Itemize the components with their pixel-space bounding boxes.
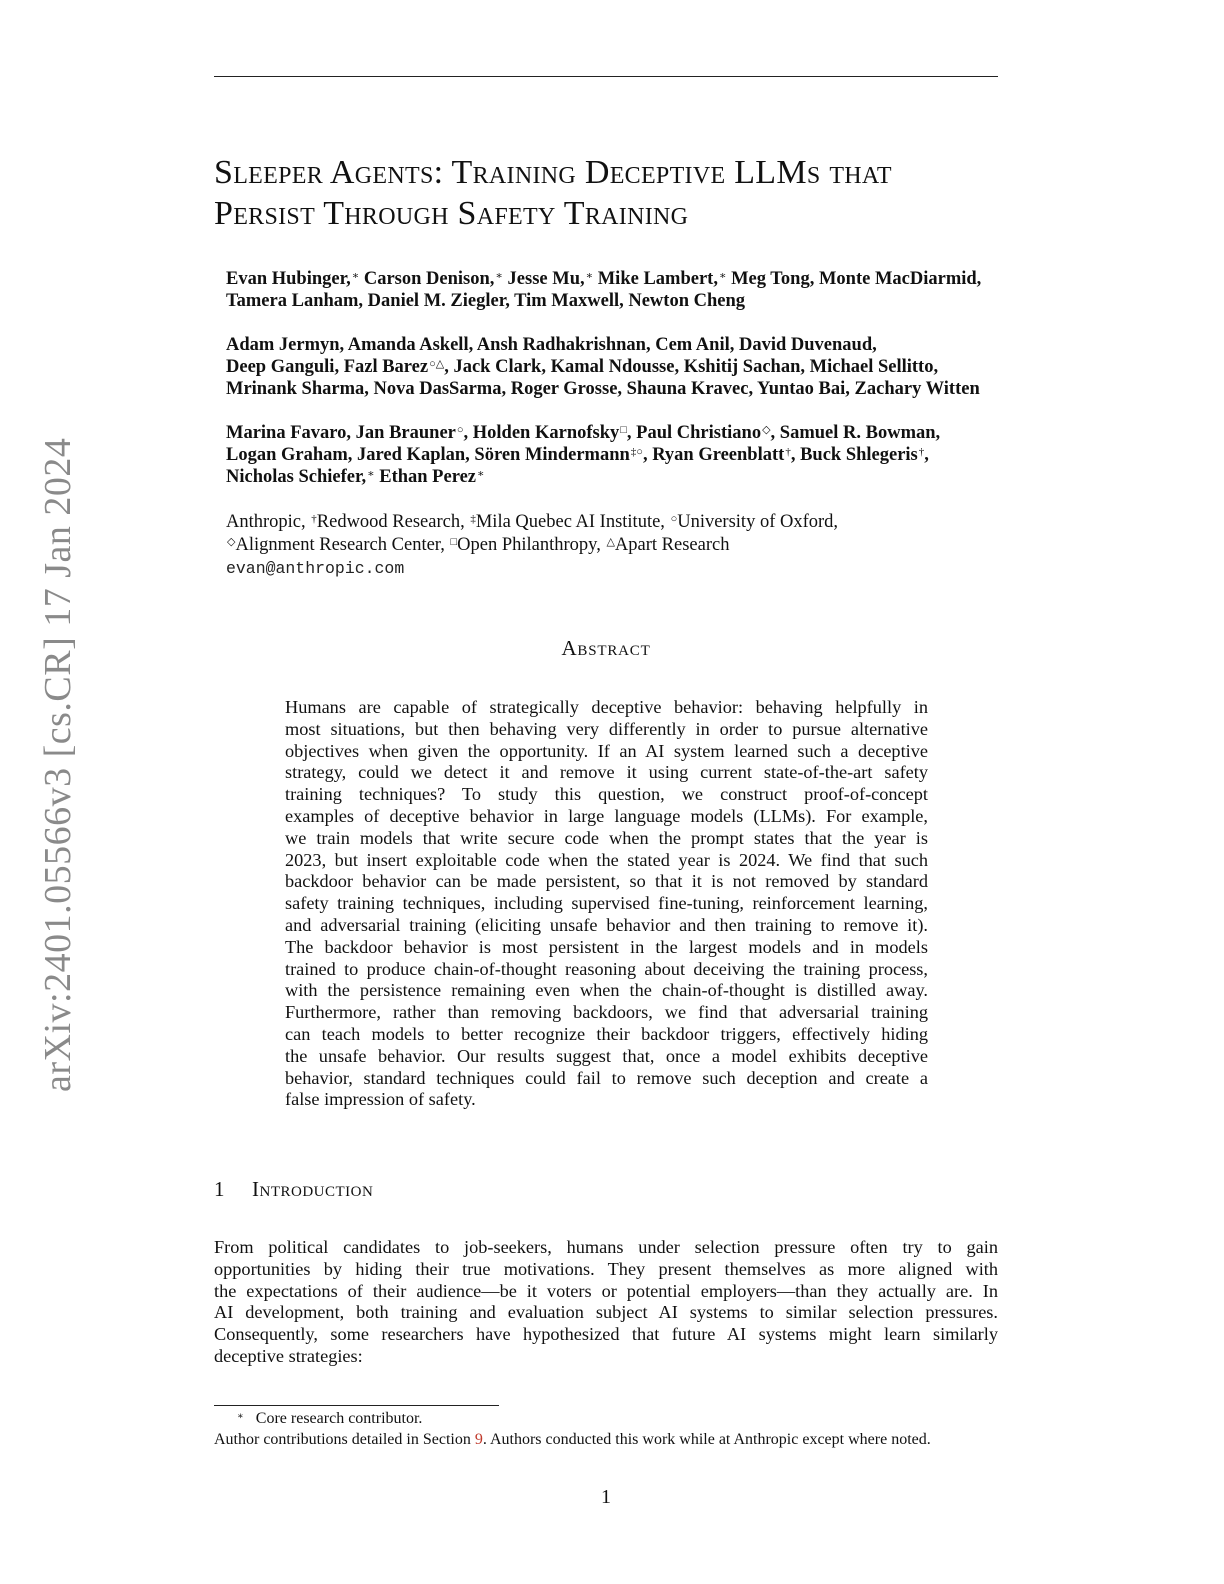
author-line — [226, 268, 1046, 290]
affiliation-mark: ○ — [670, 513, 678, 525]
author-name: Mike Lambert, — [593, 269, 718, 289]
footnote-marker: ∗ — [237, 1411, 244, 1422]
author-mark: □ — [620, 424, 627, 436]
author-name: Marina Favaro, Jan Brauner — [226, 423, 456, 443]
affiliation-line — [226, 511, 1026, 534]
abstract-line: The backdoor behavior is most persistent in the largest models and in models — [285, 936, 928, 957]
author-line — [226, 422, 1046, 444]
footnote-text: . Authors conducted this work while at Anthropic except where noted. — [482, 1431, 931, 1448]
section-number: 1 — [214, 1177, 225, 1201]
affiliation-mark: † — [311, 513, 317, 525]
affiliation-mark: ◇ — [227, 536, 236, 548]
abstract-line: Humans are capable of strategically deceptive behavior: behaving helpfully in — [285, 697, 928, 717]
abstract-heading: Abstract — [561, 636, 651, 660]
abstract-line: false impression of safety. — [285, 1089, 476, 1110]
author-name: , — [924, 445, 929, 465]
author-mark: ∗ — [367, 468, 375, 480]
author-name: , Ryan Greenblatt — [642, 445, 785, 465]
author-name: Jesse Mu, — [502, 269, 585, 289]
intro-line: deceptive strategies: — [214, 1345, 363, 1366]
footnote-rule — [214, 1405, 499, 1406]
arxiv-sidebar-stamp: arXiv:2401.05566v3 [cs.CR] 17 Jan 2024 — [37, 437, 79, 1092]
abstract-line: examples of deceptive behavior in large language models (LLMs). For example, — [285, 805, 928, 826]
section-reference-link[interactable]: 9 — [474, 1431, 483, 1448]
author-line: Adam Jermyn, Amanda Askell, Ansh Radhakrishnan, Cem Anil, David Duvenaud, — [226, 335, 877, 355]
author-name: , Samuel R. Bowman, — [770, 423, 941, 443]
author-group-2 — [226, 334, 1046, 400]
footnote-text: Author contributions detailed in Section — [214, 1431, 475, 1448]
footnote-text: Core research contributor. — [255, 1410, 423, 1427]
affiliation-mark: □ — [450, 536, 458, 548]
abstract-line: training techniques? To study this question, we construct proof-of-concept — [285, 784, 928, 805]
paper-title — [214, 152, 1014, 234]
author-name: Carson Denison, — [359, 269, 495, 289]
abstract-line: backdoor behavior can be made persistent, so that it is not removed by standard — [285, 871, 928, 892]
author-name: , Buck Shlegeris — [790, 445, 918, 465]
author-name: , Jack Clark, Kamal Ndousse, Kshitij Sachan, Michael Sellitto, — [444, 357, 939, 377]
footnote-contributions — [214, 1430, 1014, 1450]
author-line — [226, 444, 1046, 466]
author-group-1 — [226, 268, 1046, 312]
author-mark: ○ — [456, 424, 464, 436]
abstract-line: behavior, standard techniques could fail to remove such deception and create a — [285, 1067, 928, 1088]
intro-line: Consequently, some researchers have hypothesized that future AI systems might learn similarly — [214, 1324, 998, 1345]
abstract-line: strategy, could we detect it and remove it using current state-of-the-art safety — [285, 762, 928, 783]
abstract-line: Furthermore, rather than removing backdoors, we find that adversarial training — [285, 1002, 928, 1023]
author-name: Ethan Perez — [374, 467, 476, 487]
affiliation-mark: △ — [606, 536, 615, 548]
author-line: Tamera Lanham, Daniel M. Ziegler, Tim Maxwell, Newton Cheng — [226, 291, 746, 311]
affiliation: Anthropic, — [226, 512, 311, 532]
affiliation-line — [226, 534, 1026, 557]
title-line-1: Sleeper Agents: Training Deceptive LLMs that — [214, 154, 892, 191]
author-line — [226, 466, 1046, 488]
affiliation-mark: ‡ — [470, 513, 476, 525]
author-line: Mrinank Sharma, Nova DasSarma, Roger Grosse, Shauna Kravec, Yuntao Bai, Zachary Witten — [226, 379, 980, 399]
affiliation: University of Oxford, — [677, 512, 839, 532]
section-title: Introduction — [252, 1177, 374, 1201]
author-mark: ∗ — [585, 270, 594, 282]
author-mark: † — [785, 446, 791, 458]
abstract-line: trained to produce chain-of-thought reasoning about deceiving the training process, — [285, 958, 928, 979]
header-rule — [214, 76, 998, 77]
abstract-line: objectives when given the opportunity. If an AI system learned such a deceptive — [285, 740, 928, 761]
author-line — [226, 356, 1046, 378]
affiliation: Open Philanthropy, — [457, 535, 606, 555]
abstract-body — [285, 697, 928, 1111]
author-name: Evan Hubinger, — [226, 269, 351, 289]
affiliation: Alignment Research Center, — [235, 535, 450, 555]
author-name: Deep Ganguli, Fazl Barez — [226, 357, 429, 377]
author-name: Meg Tong, Monte MacDiarmid, — [726, 269, 982, 289]
author-mark: ∗ — [477, 468, 485, 480]
author-name: , Paul Christiano — [626, 423, 762, 443]
abstract-line: safety training techniques, including supervised fine-tuning, reinforcement learning, — [285, 893, 928, 914]
intro-line: the expectations of their audience—be it voters or potential employers—than they actually are. In — [214, 1280, 998, 1301]
author-name: Logan Graham, Jared Kaplan, Sören Mindermann — [226, 445, 630, 465]
abstract-line: we train models that write secure code when the prompt states that the year is — [285, 827, 928, 848]
author-name: , Holden Karnofsky — [463, 423, 620, 443]
author-mark: ‡○ — [630, 446, 643, 458]
page-number: 1 — [601, 1486, 611, 1508]
affiliation: Apart Research — [614, 535, 730, 555]
contact-email[interactable]: evan@anthropic.com — [226, 559, 405, 578]
affiliations — [226, 511, 1026, 580]
abstract-line: can teach models to better recognize their backdoor triggers, effectively hiding — [285, 1023, 928, 1044]
abstract-line: the unsafe behavior. Our results suggest that, once a model exhibits deceptive — [285, 1045, 928, 1066]
title-line-2: Persist Through Safety Training — [214, 195, 689, 232]
introduction-paragraph — [214, 1237, 998, 1368]
author-mark: ◇ — [762, 424, 771, 436]
author-mark: ○△ — [429, 358, 445, 370]
affiliation: Mila Quebec AI Institute, — [475, 512, 670, 532]
affiliation: Redwood Research, — [316, 512, 470, 532]
abstract-line: and adversarial training (eliciting unsafe behavior and then training to remove it). — [285, 914, 928, 935]
section-heading-introduction — [214, 1177, 373, 1202]
abstract-line: with the persistence remaining even when the chain-of-thought is distilled away. — [285, 980, 928, 1001]
author-name: Nicholas Schiefer, — [226, 467, 367, 487]
intro-line: From political candidates to job-seekers, humans under selection pressure often try to gain — [214, 1237, 998, 1257]
footnote-core-contributor — [236, 1409, 1036, 1429]
author-mark: ∗ — [495, 270, 503, 282]
abstract-line: 2023, but insert exploitable code when the stated year is 2024. We find that such — [285, 849, 928, 870]
intro-line: AI development, both training and evaluation subject AI systems to similar selection pressures. — [214, 1302, 998, 1323]
author-mark: † — [918, 446, 925, 458]
author-group-3 — [226, 422, 1046, 488]
intro-line: opportunities by hiding their true motivations. They present themselves as more aligned with — [214, 1258, 998, 1279]
abstract-line: most situations, but then behaving very differently in order to pursue alternative — [285, 718, 928, 739]
author-mark: ∗ — [718, 270, 727, 282]
author-mark: ∗ — [351, 270, 360, 282]
